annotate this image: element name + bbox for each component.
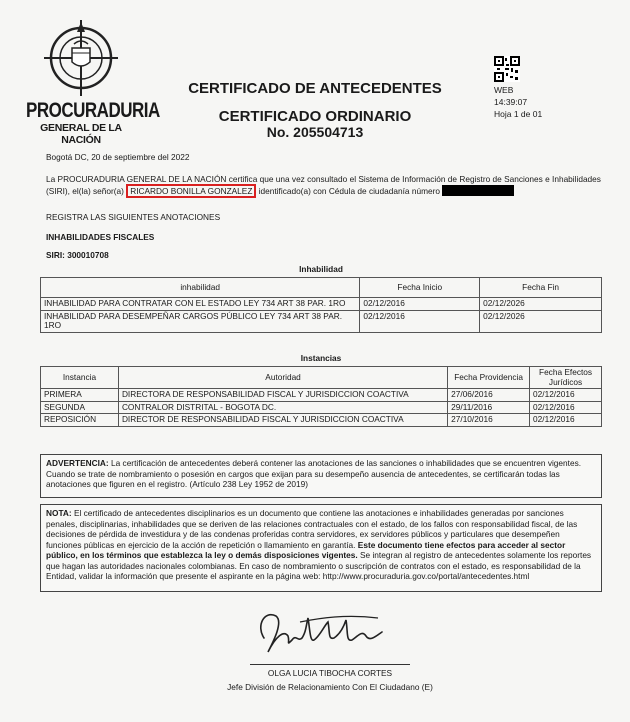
table-cell: 02/12/2016 [530,389,602,402]
seal-icon [44,20,118,100]
document-subtitle: CERTIFICADO ORDINARIO [218,108,412,125]
column-header: Fecha Efectos Jurídicos [530,367,602,389]
signer-name: OLGA LUCIA TIBOCHA CORTES [267,668,393,678]
signer-title: Jefe División de Relacionamiento Con El Ciudadano (E) [227,682,433,692]
nota-text-a: El certificado de antecedentes disciplinarios es un documento que contiene las anotaciones e inhabilidades generadas por sanciones penales, disciplinarias, inhabilidades que se deriven de las relaciones contractuales con el estado, de los fallos con responsabilidad fiscal, de las decisiones de pérdida de investidura y de las condenas proferidas contra servidores, ex servidores públicos y particulares que desempeñen funciones públicas en ejercicio de la acción de repetición o llamamiento en garantía. [46,508,578,550]
nota-text-b: Se integran al registro de antecedentes solamente los reportes que hagan las autoridades nacionales colombianas. En caso de nombramiento o suscripción de contratos con el estado, es responsabilidad de la Entidad, validar la información que presente el aspirante en la página web: http://www.procuraduria.gov.co/portal/antecedentes.html [46,550,592,581]
column-header: Instancia [41,367,119,389]
column-header: Autoridad [118,367,447,389]
advertencia-text: La certificación de antecedentes deberá contener las anotaciones de las sanciones o inhabilidades que se encuentren vigentes. Cuando se trate de nombramiento o posesión en cargos que exijan para su desempeño ausencia de antecedentes, se certificarán todas las anotaciones que figuren en el registro. (Artículo 238 Ley 1952 de 2019) [46,458,582,489]
table-row [41,389,602,402]
inhabilidad-caption: Inhabilidad [299,264,343,274]
table-cell: 02/12/2026 [480,298,602,311]
signature-line [250,664,410,665]
inhabilidad-table [40,277,602,333]
intro-text-a: La PROCURADURIA GENERAL DE LA NACIÓN certifica que una vez consultado el Sistema de Información de Registro de Sanciones e Inhabilidades (SIRI), el(la) señor(a) [46,174,601,196]
table-cell: 02/12/2026 [480,310,602,332]
advertencia-label: ADVERTENCIA: [46,458,109,468]
column-header: Fecha Fin [480,278,602,298]
nota-text-bold: Este documento tiene efectos para acceder al sector público, en los términos que establezca la ley o demás disposiciones vigentes. [46,539,566,560]
table-header-row [41,367,602,389]
table-header-row [41,278,602,298]
table-cell: 02/12/2016 [360,298,480,311]
table-cell: DIRECTORA DE RESPONSABILIDAD FISCAL Y JURISDICCION COACTIVA [118,389,447,402]
nota-box [40,504,602,592]
document-title: CERTIFICADO DE ANTECEDENTES [188,80,442,97]
instancias-caption: Instancias [300,353,342,363]
column-header: inhabilidad [41,278,360,298]
intro-text-b: identificado(a) con Cédula de ciudadanía número [256,186,443,196]
meta-page: Hoja 1 de 01 [494,109,543,119]
logo-line-1: PROCURADURIA [26,98,160,122]
advertencia-box [40,454,602,498]
table-cell: 02/12/2016 [530,414,602,427]
nota-label: NOTA: [46,508,72,518]
person-name-highlight: RICARDO BONILLA GONZALEZ [126,184,256,198]
table-cell: INHABILIDAD PARA DESEMPEÑAR CARGOS PÚBLICO LEY 734 ART 38 PAR. 1RO [41,310,360,332]
table-cell: 02/12/2016 [360,310,480,332]
table-cell: REPOSICIÓN [41,414,119,427]
table-cell: DIRECTOR DE RESPONSABILIDAD FISCAL Y JURISDICCION COACTIVA [118,414,447,427]
document-meta [494,84,542,120]
registra-heading: REGISTRA LAS SIGUIENTES ANOTACIONES [46,212,221,222]
table-row [41,310,602,332]
inhabilidades-heading: INHABILIDADES FISCALES [46,232,155,242]
issue-date: Bogotá DC, 20 de septiembre del 2022 [46,152,190,162]
table-cell: SEGUNDA [41,401,119,414]
certificate-number: No. 205504713 [266,124,364,140]
table-cell: CONTRALOR DISTRITAL - BOGOTA DC. [118,401,447,414]
table-cell: 29/11/2016 [448,401,530,414]
table-cell: 27/10/2016 [448,414,530,427]
qr-code-icon [494,56,520,82]
intro-paragraph [46,174,606,197]
table-cell: PRIMERA [41,389,119,402]
table-cell: INHABILIDAD PARA CONTRATAR CON EL ESTADO LEY 734 ART 38 PAR. 1RO [41,298,360,311]
instancias-table [40,366,602,427]
logo-line-2: GENERAL DE LA NACIÓN [40,122,122,146]
handwritten-signature [250,596,400,660]
table-row [41,401,602,414]
table-row [41,414,602,427]
procuraduria-logo [26,20,160,146]
column-header: Fecha Inicio [360,278,480,298]
table-cell: 02/12/2016 [530,401,602,414]
column-header: Fecha Providencia [448,367,530,389]
table-cell: 27/06/2016 [448,389,530,402]
meta-web: WEB [494,85,514,95]
redacted-id-number [442,185,514,196]
meta-time: 14:39:07 [494,97,528,107]
siri-number: SIRI: 300010708 [46,250,109,260]
table-row [41,298,602,311]
